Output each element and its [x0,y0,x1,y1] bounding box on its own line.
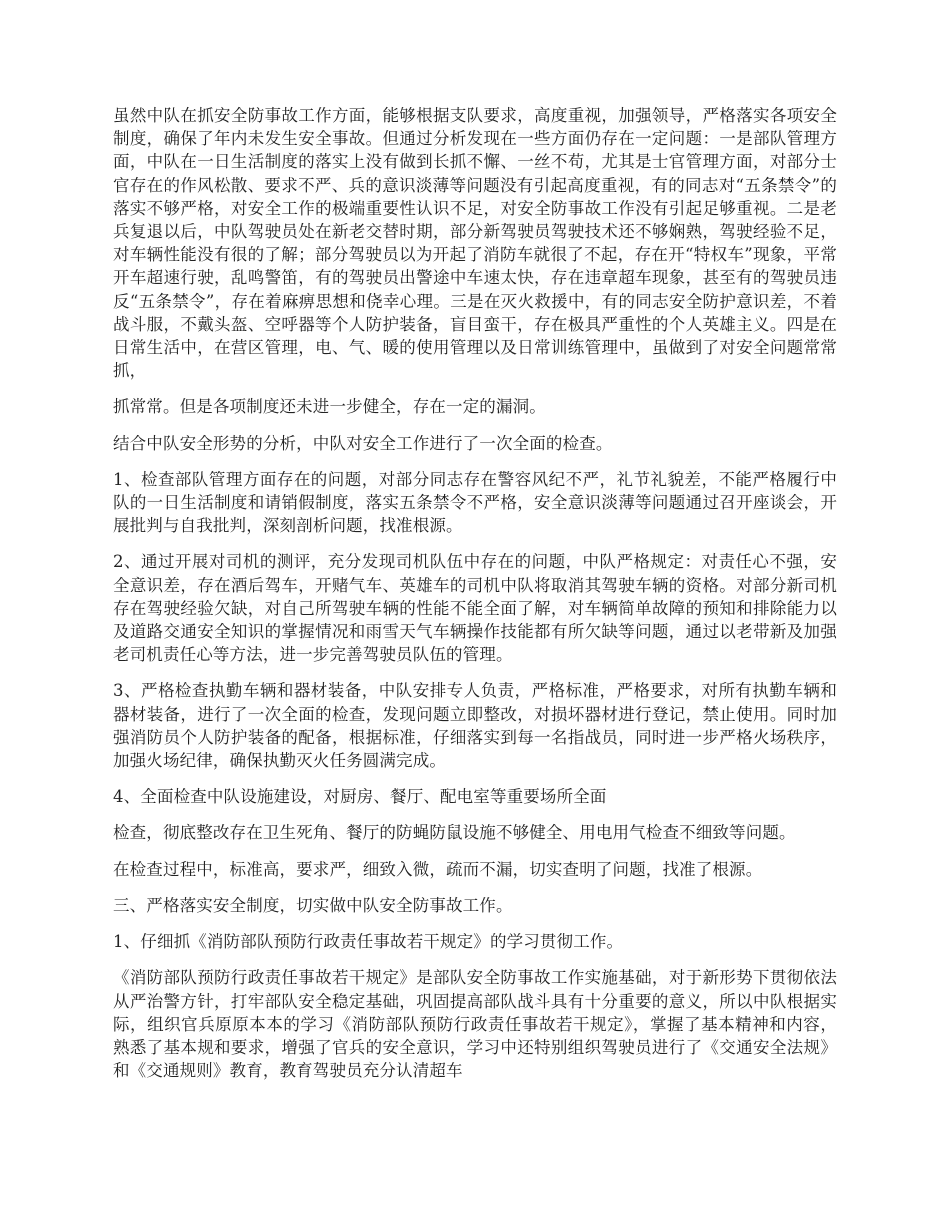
paragraph-2: 抓常常。但是各项制度还未进一步健全，存在一定的漏洞。 [113,397,546,417]
paragraph-7: 4、全面检查中队设施建设，对厨房、餐厅、配电室等重要场所全面 [113,787,607,807]
paragraph-6: 3、严格检查执勤车辆和器材装备，中队安排专人负责，严格标准，严格要求，对所有执勤车辆和器材装备，进行了一次全面的检查，发现问题立即整改，对损坏器材进行登记，禁止使用。同时加强消防员个人防护装备的配备，根据标准，仔细落实到每一名指战员，同时进一步严格火场秩序，加强火场纪律，确保执勤灭火任务圆满完成。 [113,681,837,771]
paragraph-4: 1、检查部队管理方面存在的问题，对部分同志存在警容风纪不严，礼节礼貌差，不能严格履行中队的一日生活制度和请销假制度，落实五条禁令不严格，安全意识淡薄等问题通过召开座谈会，开展批判与自我批判，深刻剖析问题，找准根源。 [113,469,837,536]
paragraph-3: 结合中队安全形势的分析，中队对安全工作进行了一次全面的检查。 [113,433,613,453]
paragraph-1: 虽然中队在抓安全防事故工作方面，能够根据支队要求，高度重视，加强领导，严格落实各项安全制度，确保了年内未发生安全事故。但通过分析发现在一些方面仍存在一定问题：一是部队管理方面，中队在一日生活制度的落实上没有做到长抓不懈、一丝不苟，尤其是士官管理方面，对部分士官存在的作风松散、要求不严、兵的意识淡薄等问题没有引起高度重视，有的同志对“五条禁令”的落实不够严格，对安全工作的极端重要性认识不足，对安全防事故工作没有引起足够重视。二是老兵复退以后，中队驾驶员处在新老交替时期，部分新驾驶员驾驶技术还不够娴熟，驾驶经验不足，对车辆性能没有很的了解；部分驾驶员以为开起了消防车就很了不起，存在开“特权车”现象，平常开车超速行驶，乱鸣警笛，有的驾驶员出警途中车速太快，存在违章超车现象，甚至有的驾驶员违反“五条禁令”，存在着麻痹思想和侥幸心理。三是在灭火救援中，有的同志安全防护意识差，不着战斗服，不戴头盔、空呼器等个人防护装备，盲目蛮干，存在极具严重性的个人英雄主义。四是在日常生活中，在营区管理，电、气、暖的使用管理以及日常训练管理中，虽做到了对安全问题常常抓， [113,106,837,381]
section-heading: 三、严格落实安全制度，切实做中队安全防事故工作。 [113,895,513,915]
paragraph-8: 检查，彻底整改存在卫生死角、餐厅的防蝇防鼠设施不够健全、用电用气检查不细致等问题。 [113,823,796,843]
paragraph-5: 2、通过开展对司机的测评，充分发现司机队伍中存在的问题，中队严格规定：对责任心不强，安全意识差，存在酒后驾车，开赌气车、英雄车的司机中队将取消其驾驶车辆的资格。对部分新司机存在驾驶经验欠缺，对自己所驾驶车辆的性能不能全面了解，对车辆简单故障的预知和排除能力以及道路交通安全知识的掌握情况和雨雪天气车辆操作技能都有所欠缺等问题，通过以老带新及加强老司机责任心等方法，进一步完善驾驶员队伍的管理。 [113,552,837,665]
paragraph-9: 在检查过程中，标准高，要求严，细致入微，疏而不漏，切实查明了问题，找准了根源。 [113,859,763,879]
paragraph-11: 1、仔细抓《消防部队预防行政责任事故若干规定》的学习贯彻工作。 [113,932,624,952]
paragraph-12: 《消防部队预防行政责任事故若干规定》是部队安全防事故工作实施基础，对于新形势下贯彻依法从严治警方针，打牢部队安全稳定基础，巩固提高部队战斗具有十分重要的意义，所以中队根据实际，组织官兵原原本本的学习《消防部队预防行政责任事故若干规定》，掌握了基本精神和内容，熟悉了基本规和要求，增强了官兵的安全意识，学习中还特别组织驾驶员进行了《交通安全法规》和《交通规则》教育，教育驾驶员充分认清超车 [113,968,837,1081]
